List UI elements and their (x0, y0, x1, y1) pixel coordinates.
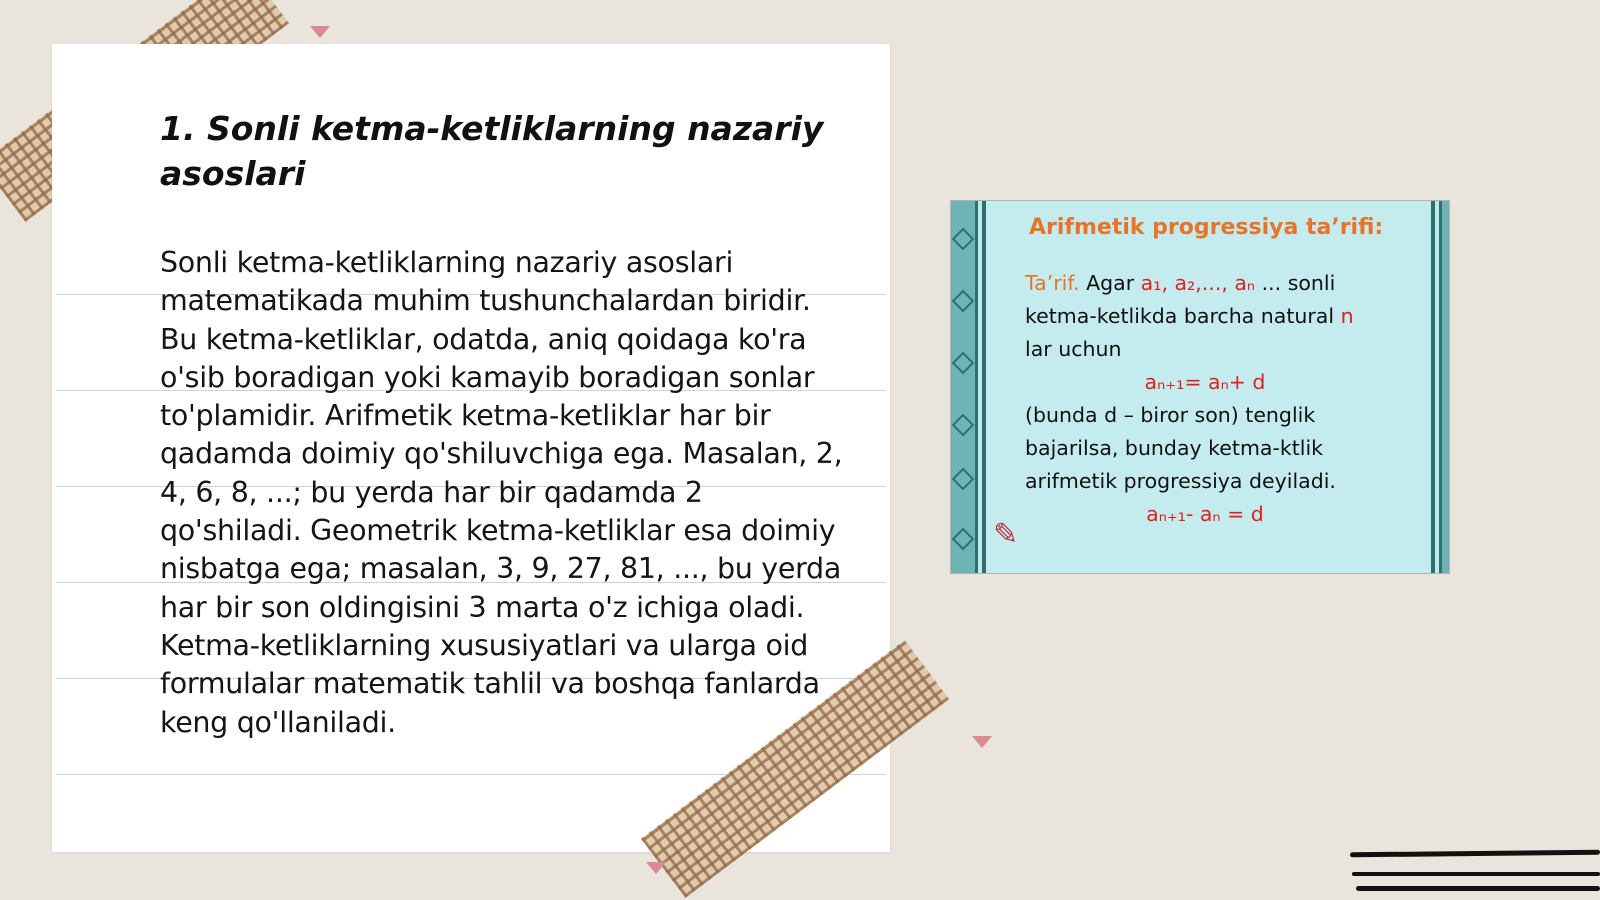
pencil-decoration-icon: ✎ (993, 517, 1019, 552)
definition-text: ... sonli (1261, 271, 1336, 295)
formula-recurrence: aₙ₊₁= aₙ+ d (1144, 370, 1266, 394)
tape-end-icon (310, 26, 330, 38)
ornament-icon (952, 228, 975, 251)
body-paragraph: Sonli ketma-ketliklarning nazariy asoslari matematikada muhim tushunchalardan biridir. Bu ketma-ketliklar, odatda, aniq qoidaga ko'ra o'sib boradigan yoki kamayib boradigan sonlar to'plamidir. Arifmetik ketma-ketliklar har bir qadamda doimiy qo'shiluvchiga ega. Masalan, 2, 4, 6, 8, ...; bu yerda har bir qadamda 2 qo'shiladi. Geometrik ketma-ketliklar esa doimiy nisbatga ega; masalan, 3, 9, 27, 81, ..., bu yerda har bir son oldingisini 3 marta o'z ichiga oladi. Ketma-ketliklarning xususiyatlari va ularga oid formulalar matematik tahlil va boshqa fanlarda keng qo'llaniladi. (160, 246, 843, 739)
definition-label: Ta’rif. (1025, 271, 1080, 295)
ornament-icon (952, 290, 975, 313)
sequence-terms: a₁, a₂,..., aₙ (1140, 271, 1256, 295)
definition-text: arifmetik progressiya deyiladi. (1025, 469, 1336, 493)
ornament-icon (952, 414, 975, 437)
slide-right-border (1431, 201, 1449, 573)
ornament-icon (952, 352, 975, 375)
notebook-paper (52, 44, 890, 852)
formula-difference: aₙ₊₁- aₙ = d (1146, 502, 1264, 526)
tape-end-icon (972, 736, 992, 748)
brush-stroke (1350, 850, 1600, 858)
definition-text: ketma-ketlikda barcha natural (1025, 304, 1335, 328)
slide-definition (1025, 267, 1425, 531)
definition-slide-image (950, 200, 1450, 574)
slide-title: Arifmetik progressiya ta’rifi: (1029, 215, 1384, 240)
definition-text: bajarilsa, bunday ketma-ktlik (1025, 436, 1324, 460)
ornament-icon (952, 528, 975, 551)
brush-stroke (1352, 872, 1600, 876)
tape-end-icon (646, 862, 666, 874)
definition-text: (bunda d – biror son) tenglik (1025, 403, 1316, 427)
definition-text: lar uchun (1025, 337, 1122, 361)
brush-stroke (1356, 886, 1600, 891)
definition-text: Agar (1086, 271, 1135, 295)
slide-left-border (951, 201, 989, 573)
variable-n: n (1340, 304, 1354, 328)
ornament-icon (952, 468, 975, 491)
page-title: 1. Sonli ketma-ketliklarning nazariy asoslari (160, 109, 824, 193)
